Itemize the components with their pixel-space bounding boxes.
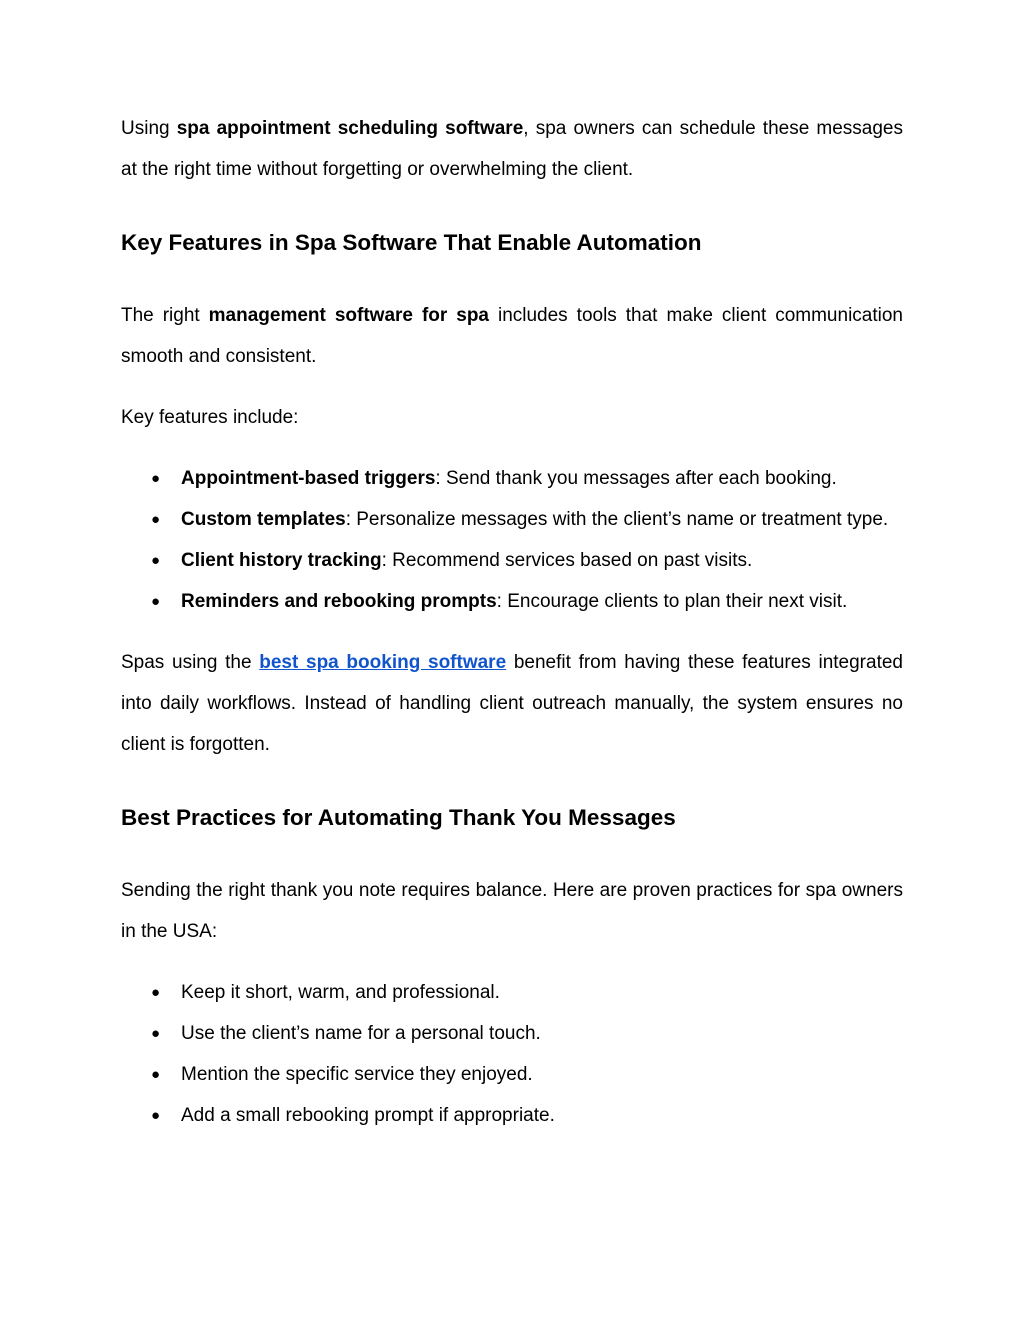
- text-run: Using: [121, 118, 177, 139]
- bullet-icon: ●: [151, 1025, 161, 1042]
- text-run: Mention the specific service they enjoyed.: [181, 1064, 533, 1085]
- bullet-icon: ●: [151, 593, 161, 610]
- text-run: : Recommend services based on past visits.: [381, 550, 753, 571]
- bullet-list: [121, 972, 903, 1136]
- text-run: Use the client’s name for a personal touch.: [181, 1023, 541, 1044]
- document-page: [121, 108, 903, 1136]
- text-run: : Encourage clients to plan their next visit.: [496, 591, 848, 612]
- paragraph: [121, 642, 903, 765]
- spacer: [121, 438, 903, 458]
- paragraph: [121, 870, 903, 952]
- bold-text: Appointment-based triggers: [181, 468, 436, 489]
- list-item: [121, 581, 903, 622]
- bullet-icon: ●: [151, 470, 161, 487]
- bullet-icon: ●: [151, 552, 161, 569]
- list-item: [121, 1095, 903, 1136]
- paragraph: [121, 397, 903, 438]
- bold-text: Custom templates: [181, 509, 346, 530]
- text-run: : Send thank you messages after each booking.: [435, 468, 837, 489]
- list-item: [121, 972, 903, 1013]
- bold-text: Reminders and rebooking prompts: [181, 591, 497, 612]
- spacer: [121, 622, 903, 642]
- bullet-icon: ●: [151, 1066, 161, 1083]
- list-item: [121, 1054, 903, 1095]
- list-item: [121, 540, 903, 581]
- list-item: [121, 458, 903, 499]
- list-item: [121, 1013, 903, 1054]
- bold-text: management software for spa: [208, 305, 489, 326]
- paragraph: [121, 108, 903, 190]
- spacer: [121, 765, 903, 797]
- spacer: [121, 952, 903, 972]
- bullet-list: [121, 458, 903, 622]
- paragraph: [121, 295, 903, 377]
- bullet-icon: ●: [151, 984, 161, 1001]
- bullet-icon: ●: [151, 1107, 161, 1124]
- bold-text: Client history tracking: [181, 550, 382, 571]
- spacer: [121, 263, 903, 295]
- spacer: [121, 377, 903, 397]
- text-run: Spas using the: [121, 652, 260, 673]
- spacer: [121, 838, 903, 870]
- section-heading: Best Practices for Automating Thank You Messages: [121, 805, 676, 830]
- inline-link[interactable]: best spa booking software: [259, 652, 507, 673]
- bullet-icon: ●: [151, 511, 161, 528]
- text-run: The right: [121, 305, 209, 326]
- text-run: Key features include:: [121, 407, 299, 428]
- section-heading: Key Features in Spa Software That Enable Automation: [121, 230, 702, 255]
- text-run: Sending the right thank you note requires balance. Here are proven practices for spa owners in the USA:: [121, 880, 903, 942]
- text-run: Keep it short, warm, and professional.: [181, 982, 500, 1003]
- spacer: [121, 190, 903, 222]
- list-item: [121, 499, 903, 540]
- text-run: , spa owners can schedule these messages at the right time without forgetting or overwhelming the client.: [121, 118, 903, 180]
- text-run: Add a small rebooking prompt if appropriate.: [181, 1105, 555, 1126]
- text-run: benefit from having these features integrated into daily workflows. Instead of handling client outreach manually, the system ensures no client is forgotten.: [121, 652, 903, 755]
- text-run: : Personalize messages with the client’s name or treatment type.: [345, 509, 889, 530]
- bold-text: spa appointment scheduling software: [176, 118, 524, 139]
- text-run: includes tools that make client communication smooth and consistent.: [121, 305, 903, 367]
